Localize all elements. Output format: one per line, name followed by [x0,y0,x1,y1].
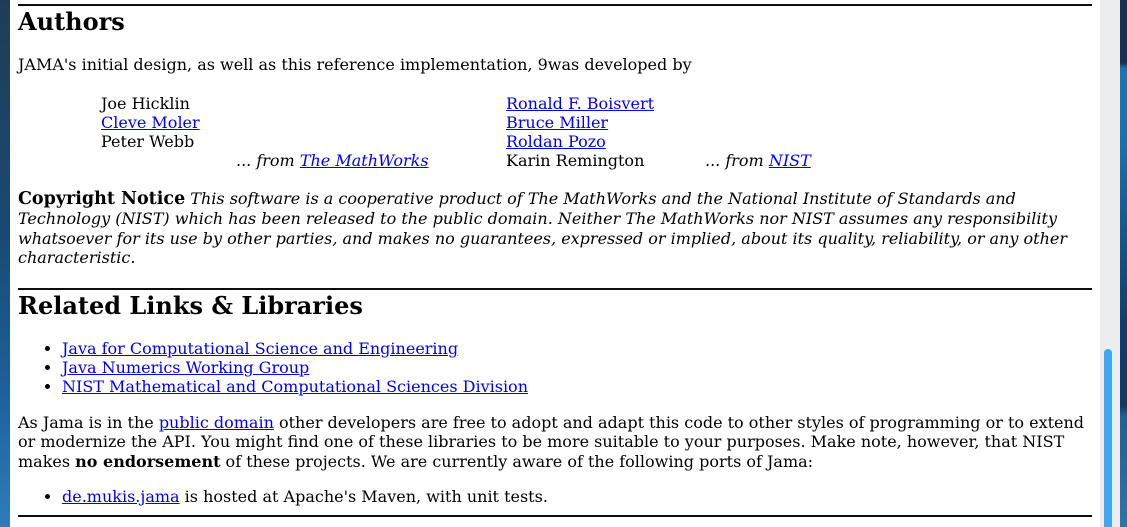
mathworks-link[interactable]: The MathWorks [299,150,429,170]
author-link [506,132,705,151]
author-name: Joe Hicklin [101,93,190,113]
list-item [62,377,1092,396]
link-java-numerics-working-group[interactable]: Java Numerics Working Group [62,357,310,377]
nist-link[interactable]: NIST [768,150,811,170]
list-item [62,358,1092,377]
ports-text-1: As Jama is in the [18,412,159,432]
right-gradient-strip [1120,0,1127,527]
page-content [10,0,1100,527]
link-java-computational-science[interactable]: Java for Computational Science and Engineering [62,338,459,358]
middle-divider [18,288,1092,290]
authors-heading: Authors [18,7,125,36]
ports-text-3: of these projects. We are currently aware of the following ports of Jama: [220,451,814,471]
bottom-divider [18,515,1092,517]
author-link-ronald-boisvert[interactable]: Ronald F. Boisvert [506,93,655,113]
link-nist-math-sciences-division[interactable]: NIST Mathematical and Computational Sciences Division [62,376,528,396]
authors-intro: JAMA's initial design, as well as this reference implementation, 9was developed by [18,55,692,74]
author-link-roldan-pozo[interactable]: Roldan Pozo [506,131,606,151]
list-item [62,487,1092,506]
top-divider [18,4,1092,6]
scrollbar-track[interactable] [1100,0,1120,527]
from-nist: ... from NIST [705,150,811,170]
author-link [506,113,705,132]
no-endorsement-text: no endorsement [75,451,221,471]
de-mukis-jama-link[interactable]: de.mukis.jama [62,486,180,506]
ports-paragraph [18,413,1092,472]
related-links-list [18,339,1092,396]
related-links-heading: Related Links & Libraries [18,290,363,320]
copyright-text: This software is a cooperative product of The MathWorks and the National Institute of Standards and Technology (NIST) which has been released to the public domain. Neither The MathWorks nor NIST assumes any responsibility whatsoever for its use by other parties, and makes no guarantees, expressed or implied, about its quality, reliability, or any other characteristic. [18,188,1068,267]
public-domain-link[interactable]: public domain [158,412,274,432]
author-link [101,113,236,132]
author-link-cleve-moler[interactable]: Cleve Moler [101,112,200,132]
copyright-paragraph [18,189,1092,268]
author-link-bruce-miller[interactable]: Bruce Miller [506,112,609,132]
ports-list [18,487,1092,506]
port-description: is hosted at Apache's Maven, with unit tests. [179,486,548,506]
authors-table [101,94,1092,170]
scrollbar-thumb[interactable] [1104,349,1112,527]
from-mathworks: ... from The MathWorks [236,150,429,170]
author-link [506,94,705,113]
author-name: Karin Remington [506,150,645,170]
author-name: Peter Webb [101,131,195,151]
list-item [62,339,1092,358]
left-gradient-strip [0,0,10,527]
copyright-label: Copyright Notice [18,188,186,209]
ports-text-2: other developers are free to adopt and adapt this code to other styles of programming or to extend or modernize the API. You might find one of these libraries to be more suitable to your purposes. Make note, however, that NIST makes [18,412,1085,471]
